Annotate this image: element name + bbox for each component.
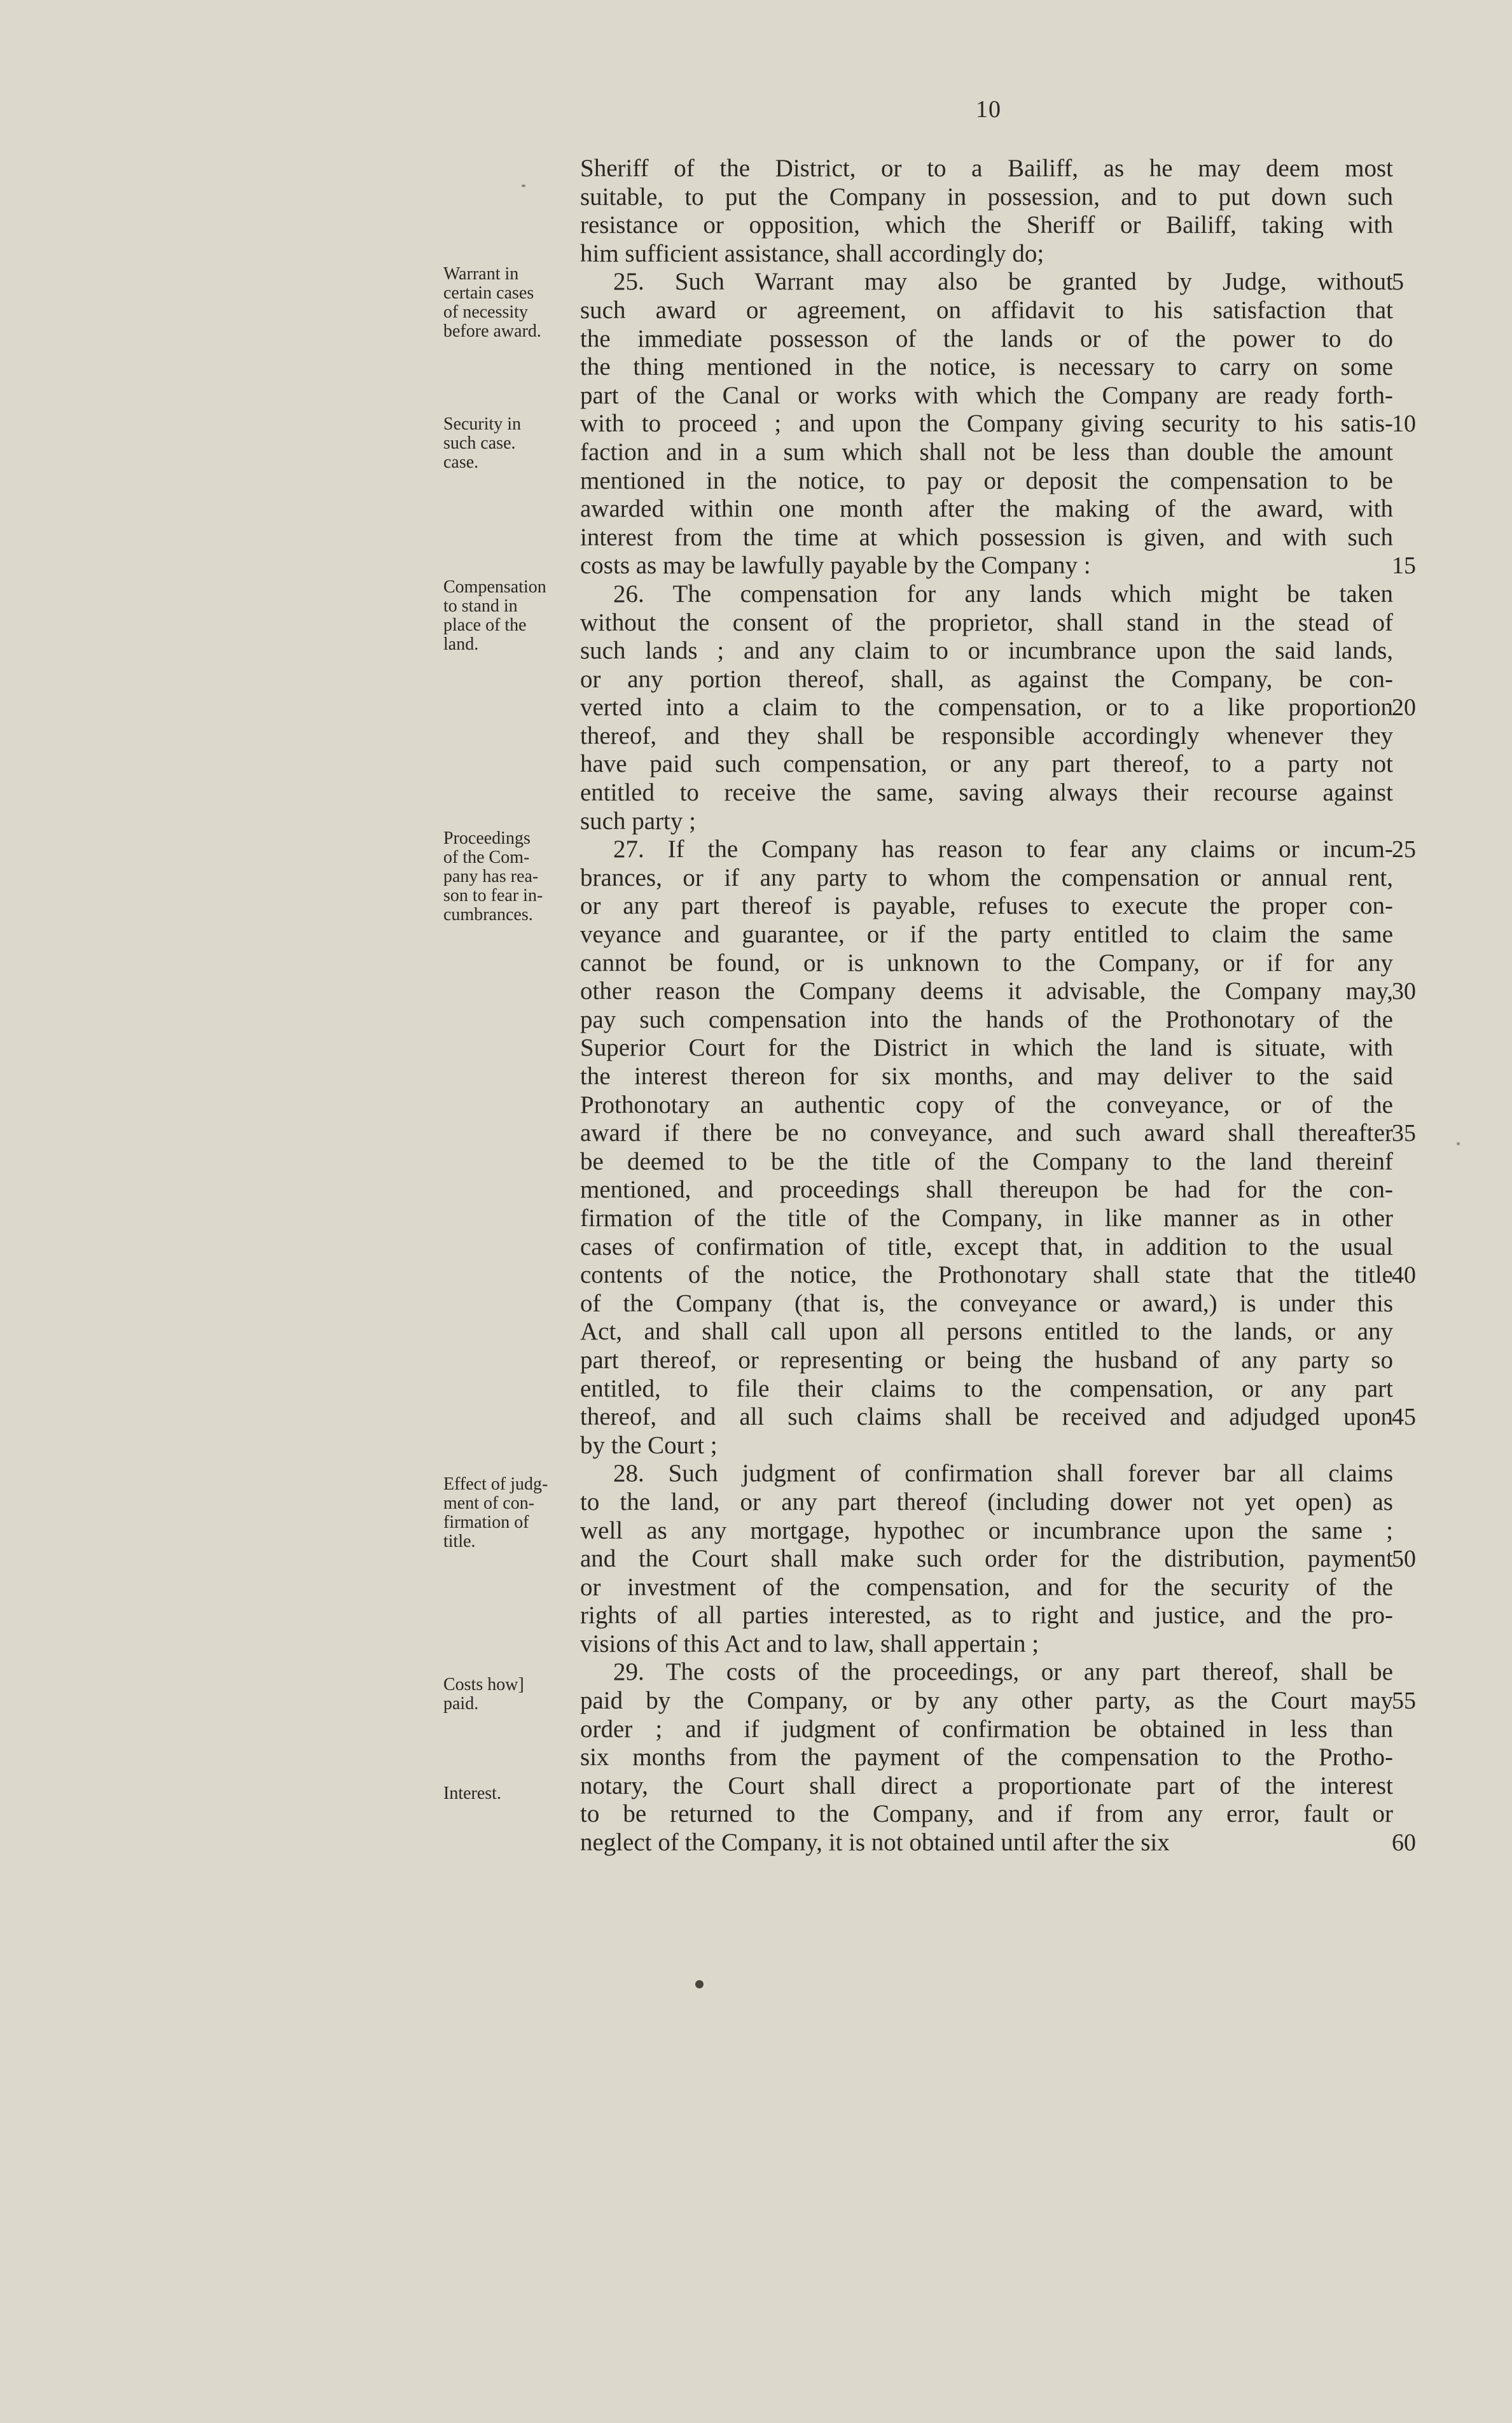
text-line: have paid such compensation, or any part thereof, to a party not — [580, 750, 1393, 778]
paper-speck — [522, 185, 525, 187]
text-line: such award or agreement, on affidavit to his satisfaction that — [580, 296, 1393, 324]
margin-note-security-in-such-case — [443, 415, 580, 472]
line-number: 25 — [1392, 836, 1416, 863]
line-number: 10 — [1392, 410, 1416, 438]
text-line: without the consent of the proprietor, shall stand in the stead of — [580, 608, 1393, 636]
text-line: pay such compensation into the hands of the Prothonotary of the — [580, 1005, 1393, 1033]
page-number: 10 — [976, 96, 1001, 123]
text-line: cannot be found, or is unknown to the Company, or if for any — [580, 949, 1393, 977]
text-line: entitled, to file their claims to the compensation, or any part — [580, 1374, 1393, 1402]
text-line: and the Court shall make such order for the distribution, payment — [580, 1545, 1393, 1573]
margin-note-costs-how-paid — [443, 1675, 580, 1714]
margin-note-line: Compensation — [443, 577, 546, 597]
text-line: other reason the Company deems it advisable, the Company may, — [580, 977, 1393, 1005]
text-line: 27. If the Company has reason to fear any claims or incum- — [613, 835, 1393, 863]
text-line: to be returned to the Company, and if from any error, fault or — [580, 1800, 1393, 1828]
margin-note-line: Proceedings — [443, 828, 531, 848]
text-line: award if there be no conveyance, and such award shall thereafter — [580, 1119, 1393, 1147]
text-line: thereof, and all such claims shall be received and adjudged upon — [580, 1403, 1393, 1431]
line-number: 55 — [1392, 1687, 1416, 1715]
text-line: faction and in a sum which shall not be less than double the amount — [580, 438, 1393, 466]
text-line: part of the Canal or works with which the Company are ready forth- — [580, 381, 1393, 409]
margin-note-line: Costs how] — [443, 1675, 524, 1694]
text-line: order ; and if judgment of confirmation be obtained in less than — [580, 1715, 1393, 1743]
margin-note-line: of necessity — [443, 302, 528, 322]
margin-note-compensation-to-stand — [443, 578, 580, 654]
text-line: or any portion thereof, shall, as against the Company, be con- — [580, 665, 1393, 693]
margin-note-line: place of the — [443, 615, 527, 635]
margin-note-line: such case. — [443, 433, 516, 453]
text-line: awarded within one month after the making of the award, with — [580, 495, 1393, 523]
line-number: 5 — [1392, 269, 1404, 296]
text-line: resistance or opposition, which the Sheriff or Bailiff, taking with — [580, 211, 1393, 239]
text-line: by the Court ; — [580, 1431, 718, 1459]
text-line: with to proceed ; and upon the Company giving security to his satis- — [580, 410, 1393, 438]
text-line: verted into a claim to the compensation, or to a like proportion — [580, 694, 1393, 722]
text-line: paid by the Company, or by any other party, as the Court may — [580, 1687, 1393, 1715]
text-line: suitable, to put the Company in possession, and to put down such — [580, 183, 1393, 211]
margin-note-line: case. — [443, 452, 479, 472]
line-number: 30 — [1392, 978, 1416, 1005]
margin-note-line: ment of con- — [443, 1493, 535, 1513]
text-line: firmation of the title of the Company, in like manner as in other — [580, 1204, 1393, 1232]
text-line: 29. The costs of the proceedings, or any part thereof, shall be — [613, 1658, 1393, 1686]
margin-note-line: firmation of — [443, 1512, 529, 1532]
text-line: brances, or if any party to whom the compensation or annual rent, — [580, 863, 1393, 891]
text-line: 28. Such judgment of confirmation shall forever bar all claims — [613, 1460, 1393, 1488]
text-line: of the Company (that is, the conveyance or award,) is under this — [580, 1289, 1393, 1317]
text-line: mentioned, and proceedings shall thereupon be had for the con- — [580, 1176, 1393, 1204]
text-line: be deemed to be the title of the Company to the land thereinf — [580, 1147, 1393, 1175]
margin-note-proceedings-fear-incumbrances — [443, 829, 580, 925]
margin-note-line: cumbrances. — [443, 905, 533, 925]
text-line: mentioned in the notice, to pay or deposit the compensation to be — [580, 466, 1393, 494]
text-line: entitled to receive the same, saving always their recourse against — [580, 779, 1393, 807]
margin-note-line: Effect of judg- — [443, 1474, 548, 1494]
text-line: six months from the payment of the compensation to the Protho- — [580, 1743, 1393, 1771]
margin-note-line: to stand in — [443, 596, 518, 616]
paper-speck — [695, 1980, 704, 1988]
paper-speck — [1457, 1142, 1460, 1145]
text-line: 26. The compensation for any lands which might be taken — [613, 580, 1393, 608]
line-number: 50 — [1392, 1546, 1416, 1573]
margin-note-line: before award. — [443, 321, 541, 341]
text-line: the immediate possesson of the lands or of the power to do — [580, 325, 1393, 353]
margin-note-line: son to fear in- — [443, 886, 543, 905]
text-line: rights of all parties interested, as to right and justice, and the pro- — [580, 1602, 1393, 1630]
margin-note-line: paid. — [443, 1694, 479, 1714]
margin-note-line: Interest. — [443, 1784, 501, 1803]
line-number: 35 — [1392, 1120, 1416, 1147]
line-number: 40 — [1392, 1262, 1416, 1289]
margin-note-line: land. — [443, 634, 479, 654]
text-line: such party ; — [580, 807, 696, 835]
text-line: him sufficient assistance, shall accordingly do; — [580, 239, 1044, 267]
text-line: notary, the Court shall direct a proportionate part of the interest — [580, 1771, 1393, 1799]
text-line: Sheriff of the District, or to a Bailiff, as he may deem most — [580, 155, 1393, 182]
text-line: Superior Court for the District in which the land is situate, with — [580, 1034, 1393, 1062]
text-line: to the land, or any part thereof (including dower not yet open) as — [580, 1488, 1393, 1516]
margin-note-effect-of-judgment — [443, 1475, 580, 1551]
text-line: visions of this Act and to law, shall appertain ; — [580, 1630, 1039, 1658]
text-line: the interest thereon for six months, and may deliver to the said — [580, 1063, 1393, 1090]
text-line: veyance and guarantee, or if the party entitled to claim the same — [580, 921, 1393, 949]
text-line: the thing mentioned in the notice, is necessary to carry on some — [580, 353, 1393, 381]
text-line: cases of confirmation of title, except that, in addition to the usual — [580, 1232, 1393, 1260]
text-line: Act, and shall call upon all persons entitled to the lands, or any — [580, 1318, 1393, 1346]
margin-note-line: title. — [443, 1532, 476, 1551]
text-line: Prothonotary an authentic copy of the conveyance, or of the — [580, 1091, 1393, 1119]
text-line: neglect of the Company, it is not obtained until after the six — [580, 1829, 1170, 1857]
text-line: or investment of the compensation, and for the security of the — [580, 1573, 1393, 1601]
text-line: 25. Such Warrant may also be granted by Judge, without — [613, 268, 1393, 296]
text-line: interest from the time at which possession is given, and with such — [580, 523, 1393, 551]
margin-note-line: Warrant in — [443, 264, 519, 284]
text-line: well as any mortgage, hypothec or incumbrance upon the same ; — [580, 1516, 1393, 1544]
line-number: 15 — [1392, 552, 1416, 580]
margin-note-line: certain cases — [443, 283, 534, 303]
text-line: part thereof, or representing or being the husband of any party so — [580, 1346, 1393, 1374]
margin-note-line: pany has rea- — [443, 867, 539, 886]
margin-note-line: of the Com- — [443, 848, 530, 867]
body-text — [580, 155, 1393, 1857]
margin-note-line: Security in — [443, 414, 522, 434]
margin-note-interest — [443, 1784, 580, 1803]
text-line: costs as may be lawfully payable by the Company : — [580, 552, 1091, 580]
line-number: 20 — [1392, 694, 1416, 722]
text-line: contents of the notice, the Prothonotary shall state that the title — [580, 1261, 1393, 1289]
line-number: 60 — [1392, 1829, 1416, 1857]
text-line: such lands ; and any claim to or incumbrance upon the said lands, — [580, 637, 1393, 665]
text-line: thereof, and they shall be responsible accordingly whenever they — [580, 722, 1393, 750]
margin-note-warrant-in-certain-cases — [443, 265, 580, 341]
text-line: or any part thereof is payable, refuses to execute the proper con- — [580, 892, 1393, 920]
line-number: 45 — [1392, 1404, 1416, 1431]
